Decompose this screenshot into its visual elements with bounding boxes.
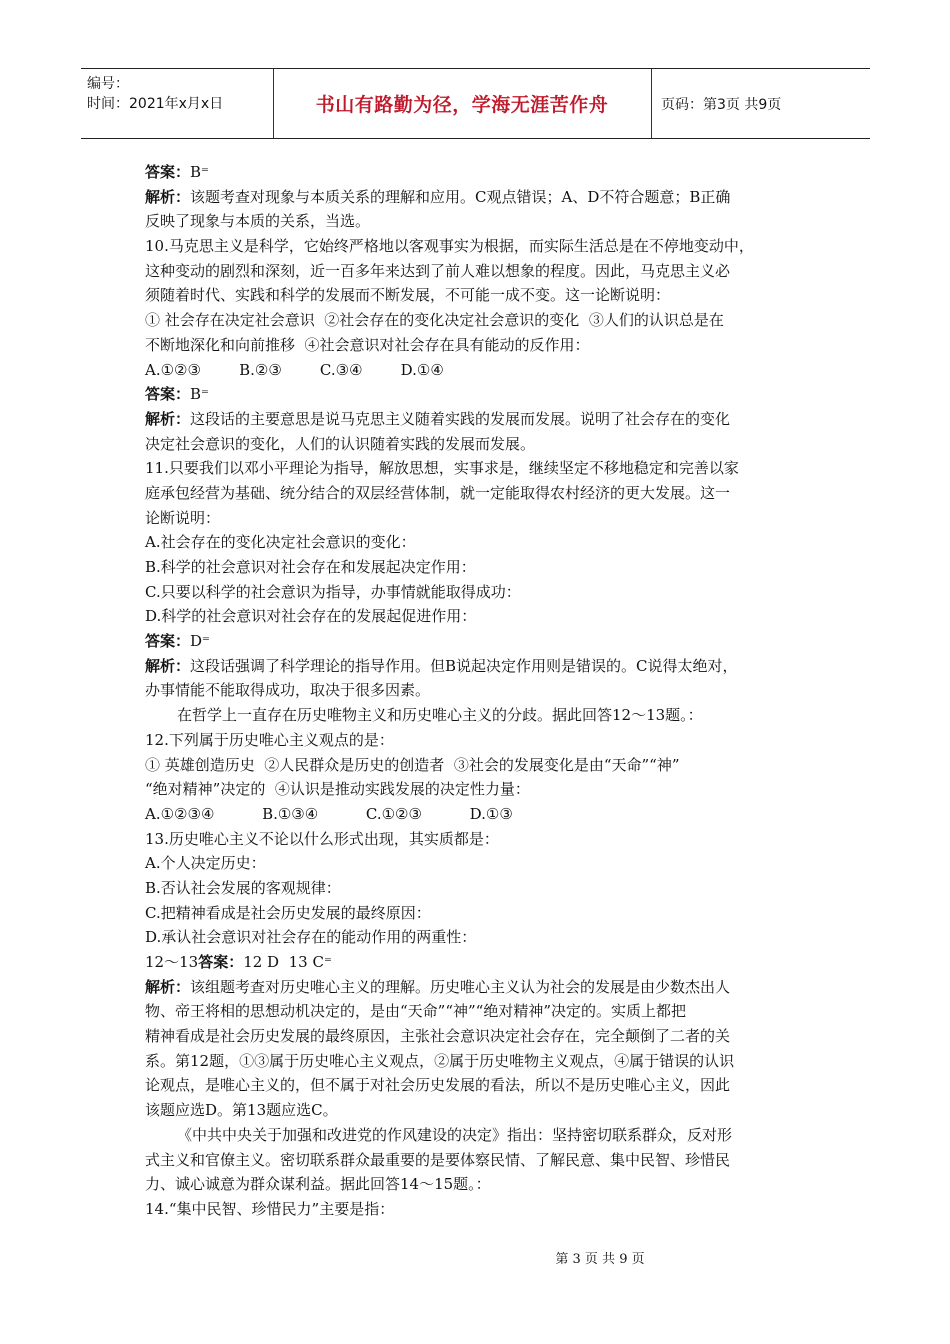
text-line (145, 975, 810, 1000)
line-text: A.社会存在的变化决定社会意识的变化： (145, 533, 416, 552)
footer-page-number: 第 3 页 共 9 页 (555, 1252, 645, 1267)
line-text: A.①②③ B.②③ C.③④ D.①④ (145, 360, 444, 379)
line-text: D.科学的社会意识对社会存在的发展起促进作用： (145, 607, 477, 626)
label-bold: 答案： (145, 385, 191, 404)
header-page-number: 页码：第3页 共9页 (661, 96, 782, 113)
text-line (145, 802, 810, 827)
text-line (145, 1148, 810, 1173)
line-text: 13.历史唯心主义不论以什么形式出现，其实质都是： (145, 829, 499, 848)
line-text: 这段话强调了科学理论的指导作用。但B说起决定作用则是错误的。C说得太绝对， (190, 656, 738, 675)
line-text: D⁼ (190, 632, 210, 651)
header-page-cell (651, 69, 870, 138)
page-footer (0, 1248, 950, 1267)
line-text: D.承认社会意识对社会存在的能动作用的两重性： (145, 928, 477, 947)
text-line (145, 703, 810, 728)
line-text: 式主义和官僚主义。密切联系群众最重要的是要体察民情、了解民意、集中民智、珍惜民 (145, 1150, 731, 1169)
text-line (145, 1197, 810, 1222)
text-line (145, 728, 810, 753)
line-text: B⁼ (190, 163, 209, 181)
text-line (145, 604, 810, 629)
document-time-label: 时间：2021年x月x日 (87, 96, 224, 112)
header-left-cell (81, 69, 274, 138)
text-line (145, 629, 810, 654)
line-text: B.科学的社会意识对社会存在和发展起决定作用： (145, 558, 476, 576)
line-text: 该组题考查对历史唯心主义的理解。历史唯心主义认为社会的发展是由少数杰出人 (190, 977, 731, 996)
line-text: 不断地深化和向前推移 ④社会意识对社会存在具有能动的反作用： (145, 335, 590, 354)
text-line (145, 259, 810, 284)
text-line (145, 950, 810, 975)
line-text: 物、帝王将相的思想动机决定的，是由“天命”“神”“绝对精神”决定的。实质上都把 (145, 1002, 687, 1021)
label-bold: 答案： (145, 632, 191, 651)
text-line (145, 1073, 810, 1098)
line-text: B⁼ (190, 385, 209, 404)
text-line (145, 160, 810, 185)
text-line (145, 358, 810, 383)
line-text: A.个人决定历史： (145, 854, 266, 873)
line-text: 系。第12题，①③属于历史唯心主义观点，②属于历史唯物主义观点，④属于错误的认识 (145, 1051, 735, 1070)
header-motto-cell (273, 69, 652, 138)
line-text: 须随着时代、实践和科学的发展而不断发展，不可能一成不变。这一论断说明： (145, 286, 671, 305)
text-line (145, 1123, 810, 1148)
text-line (145, 1098, 810, 1123)
text-line (145, 678, 810, 703)
text-line (145, 999, 810, 1024)
label-bold: 解析： (145, 409, 191, 428)
label-bold: 答案： (198, 953, 244, 971)
line-text: 14.“集中民智、珍惜民力”主要是指： (145, 1199, 395, 1218)
line-text: 论断说明： (145, 508, 221, 527)
text-line (145, 876, 810, 901)
document-number-label: 编号： (87, 76, 129, 92)
text-line (145, 555, 810, 580)
text-line (145, 1024, 810, 1049)
text-line (145, 209, 810, 234)
line-text: 办事情能不能取得成功，取决于很多因素。 (145, 681, 431, 700)
line-text: C.把精神看成是社会历史发展的最终原因： (145, 903, 431, 922)
label-bold: 答案： (145, 163, 191, 181)
line-text: 决定社会意识的变化，人们的认识随着实践的发展而发展。 (145, 434, 536, 453)
line-text: C.只要以科学的社会意识为指导，办事情就能取得成功： (145, 582, 521, 601)
line-text: 12～13 (145, 953, 199, 971)
line-text: 论观点，是唯心主义的，但不属于对社会历史发展的看法，所以不是历史唯心主义，因此 (145, 1076, 731, 1095)
text-line (145, 333, 810, 358)
line-text: 庭承包经营为基础、统分结合的双层经营体制，就一定能取得农村经济的更大发展。这一 (145, 483, 731, 502)
text-line (145, 382, 810, 407)
line-text: 反映了现象与本质的关系，当选。 (145, 212, 371, 231)
text-line (145, 777, 810, 802)
text-line (145, 407, 810, 432)
line-text: 在哲学上一直存在历史唯物主义和历史唯心主义的分歧。据此回答12～13题。： (177, 706, 703, 725)
document-body (145, 160, 810, 1222)
text-line (145, 432, 810, 457)
text-line (145, 580, 810, 605)
label-bold: 解析： (145, 656, 191, 675)
text-line (145, 506, 810, 531)
text-line (145, 901, 810, 926)
text-line (145, 234, 810, 259)
text-line (145, 925, 810, 950)
line-text: B.否认社会发展的客观规律： (145, 878, 341, 897)
text-line (145, 827, 810, 852)
label-bold: 解析： (145, 187, 191, 206)
line-text: A.①②③④ B.①③④ C.①②③ D.①③ (145, 804, 513, 823)
line-text: “绝对精神”决定的 ④认识是推动实践发展的决定性力量： (145, 780, 530, 799)
line-text: ① 社会存在决定社会意识 ②社会存在的变化决定社会意识的变化 ③人们的认识总是在 (145, 311, 724, 330)
line-text: 这段话的主要意思是说马克思主义随着实践的发展而发展。说明了社会存在的变化 (190, 409, 731, 428)
line-text: 《中共中央关于加强和改进党的作风建设的决定》指出：坚持密切联系群众，反对形 (177, 1125, 733, 1144)
line-text: 10.马克思主义是科学，它始终严格地以客观事实为根据，而实际生活总是在不停地变动中， (145, 237, 754, 256)
line-text: 精神看成是社会历史发展的最终原因，主张社会意识决定社会存在，完全颠倒了二者的关 (145, 1027, 731, 1046)
text-line (145, 456, 810, 481)
text-line (145, 851, 810, 876)
line-text: 这种变动的剧烈和深刻，近一百多年来达到了前人难以想象的程度。因此，马克思主义必 (145, 261, 731, 280)
line-text: 12.下列属于历史唯心主义观点的是： (145, 730, 394, 749)
line-text: 该题考查对现象与本质关系的理解和应用。C观点错误；A、D不符合题意；B正确 (190, 187, 731, 206)
line-text: ① 英雄创造历史 ②人民群众是历史的创造者 ③社会的发展变化是由“天命”“神” (145, 755, 680, 774)
text-line (145, 185, 810, 210)
text-line (145, 481, 810, 506)
text-line (145, 283, 810, 308)
line-text: 12 D 13 C⁼ (243, 953, 332, 971)
text-line (145, 530, 810, 555)
line-text: 力、诚心诚意为群众谋利益。据此回答14～15题。： (145, 1175, 491, 1194)
line-text: 11.只要我们以邓小平理论为指导，解放思想，实事求是，继续坚定不移地稳定和完善以家 (145, 459, 739, 478)
page-header (81, 68, 870, 139)
text-line (145, 1172, 810, 1197)
text-line (145, 308, 810, 333)
text-line (145, 1049, 810, 1074)
line-text: 该题应选D。第13题应选C。 (145, 1101, 338, 1120)
label-bold: 解析： (145, 977, 191, 996)
header-motto: 书山有路勤为径，学海无涯苦作舟 (315, 94, 609, 116)
text-line (145, 654, 810, 679)
text-line (145, 753, 810, 778)
